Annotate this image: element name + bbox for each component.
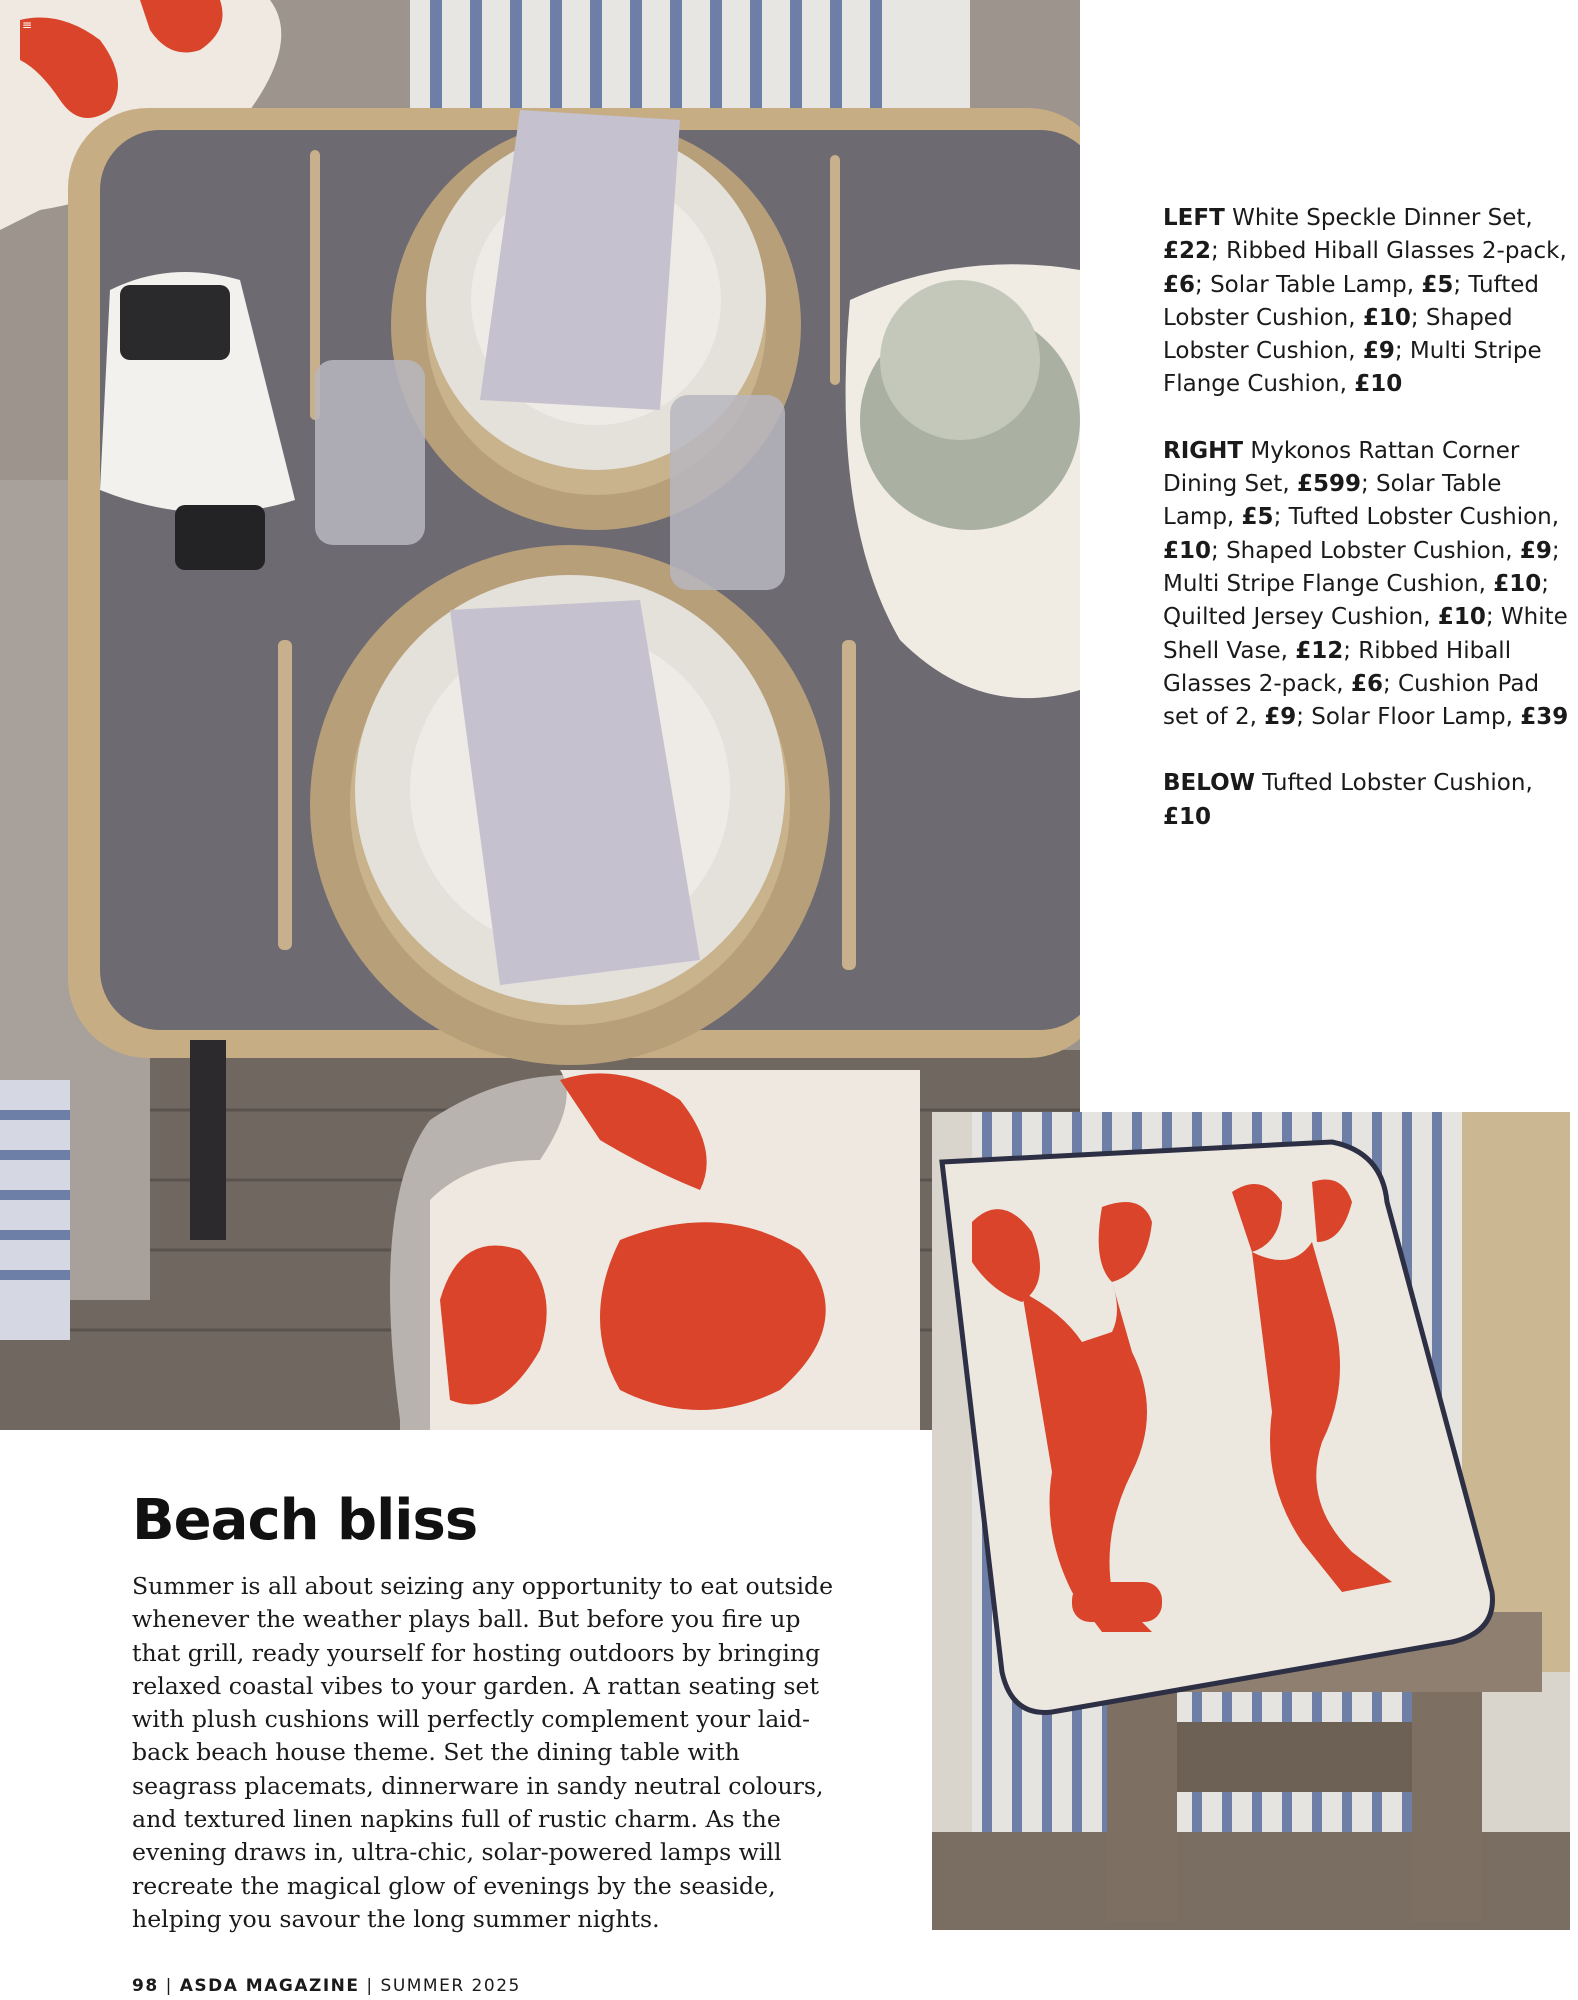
product-text: ; Multi Stripe Flange Cushion, (1163, 338, 1542, 398)
magazine-name: ASDA MAGAZINE (179, 1976, 360, 1996)
price: £5 (1241, 504, 1274, 531)
price: £9 (1519, 537, 1552, 564)
issue-name: SUMMER 2025 (380, 1976, 521, 1996)
product-text: ; Cushion Pad set of 2, (1163, 670, 1540, 731)
caption-label: BELOW (1163, 770, 1255, 797)
price: £10 (1437, 604, 1486, 631)
product-text: Mykonos Rattan Corner Dining Set, (1163, 437, 1520, 498)
page-number: 98 (132, 1976, 159, 1996)
product-text: ; Tufted Lobster Cushion, (1163, 271, 1539, 331)
price: £10 (1354, 371, 1403, 398)
product-text: ; Solar Floor Lamp, (1296, 704, 1521, 731)
headline: Beach bliss (132, 1488, 478, 1553)
price: £6 (1163, 271, 1196, 298)
price: £10 (1163, 803, 1212, 830)
price: £6 (1350, 670, 1383, 697)
caption-right (1163, 435, 1571, 735)
photo-lobster-cushion (932, 1112, 1570, 1930)
product-text: ; Tufted Lobster Cushion, (1273, 504, 1560, 531)
product-text: ; White Shell Vase, (1163, 604, 1568, 664)
product-text: ; Solar Table Lamp, (1195, 271, 1422, 298)
price: £599 (1296, 471, 1361, 498)
product-text: ; Shaped Lobster Cushion, (1163, 304, 1513, 365)
product-text: Tufted Lobster Cushion, (1255, 770, 1533, 797)
product-text: White Speckle Dinner Set, (1224, 205, 1533, 231)
striped-cushion-top (410, 0, 970, 110)
price: £10 (1362, 304, 1411, 331)
product-text: ; Solar Table Lamp, (1163, 471, 1502, 531)
folio-separator: | (158, 1976, 180, 1996)
photo-table-setting (0, 0, 1080, 1430)
caption-left (1163, 202, 1571, 402)
folio-separator: | (359, 1976, 381, 1996)
price: £39 (1520, 704, 1569, 731)
price: £10 (1493, 570, 1542, 597)
price: £12 (1295, 637, 1344, 664)
menu-icon[interactable]: ≡ (22, 18, 33, 32)
caption-label: RIGHT (1163, 437, 1244, 464)
product-text: ; Ribbed Hiball Glasses 2-pack, (1163, 637, 1512, 697)
price: £9 (1362, 338, 1395, 365)
product-text: ; Ribbed Hiball Glasses 2-pack, (1211, 238, 1567, 265)
product-captions (1163, 202, 1571, 867)
price: £22 (1163, 238, 1212, 265)
place-setting-bottom (310, 545, 830, 1065)
price: £5 (1421, 271, 1454, 298)
product-text: ; Shaped Lobster Cushion, (1211, 537, 1520, 564)
price: £9 (1264, 704, 1297, 731)
product-text: ; Quilted Jersey Cushion, (1163, 570, 1550, 631)
caption-below (1163, 767, 1571, 834)
caption-label: LEFT (1163, 205, 1225, 231)
page-folio (132, 1976, 521, 1996)
price: £10 (1163, 537, 1212, 564)
product-text: ; Multi Stripe Flange Cushion, (1163, 537, 1560, 597)
body-copy: Summer is all about seizing any opportunity to eat outside whenever the weather plays ball. But before you fire up that grill, ready yourself for hosting outdoors by bringing relaxed coastal vibes to your garden. A rattan seating set with plush cushions will perfectly complement your laid-back beach house theme. Set the dining table with seagrass placemats, dinnerware in sandy neutral colours, and textured linen napkins full of rustic charm. As the evening draws in, ultra-chic, solar-powered lamps will recreate the magical glow of evenings by the seaside, helping you savour the long summer nights. (132, 1572, 834, 1933)
